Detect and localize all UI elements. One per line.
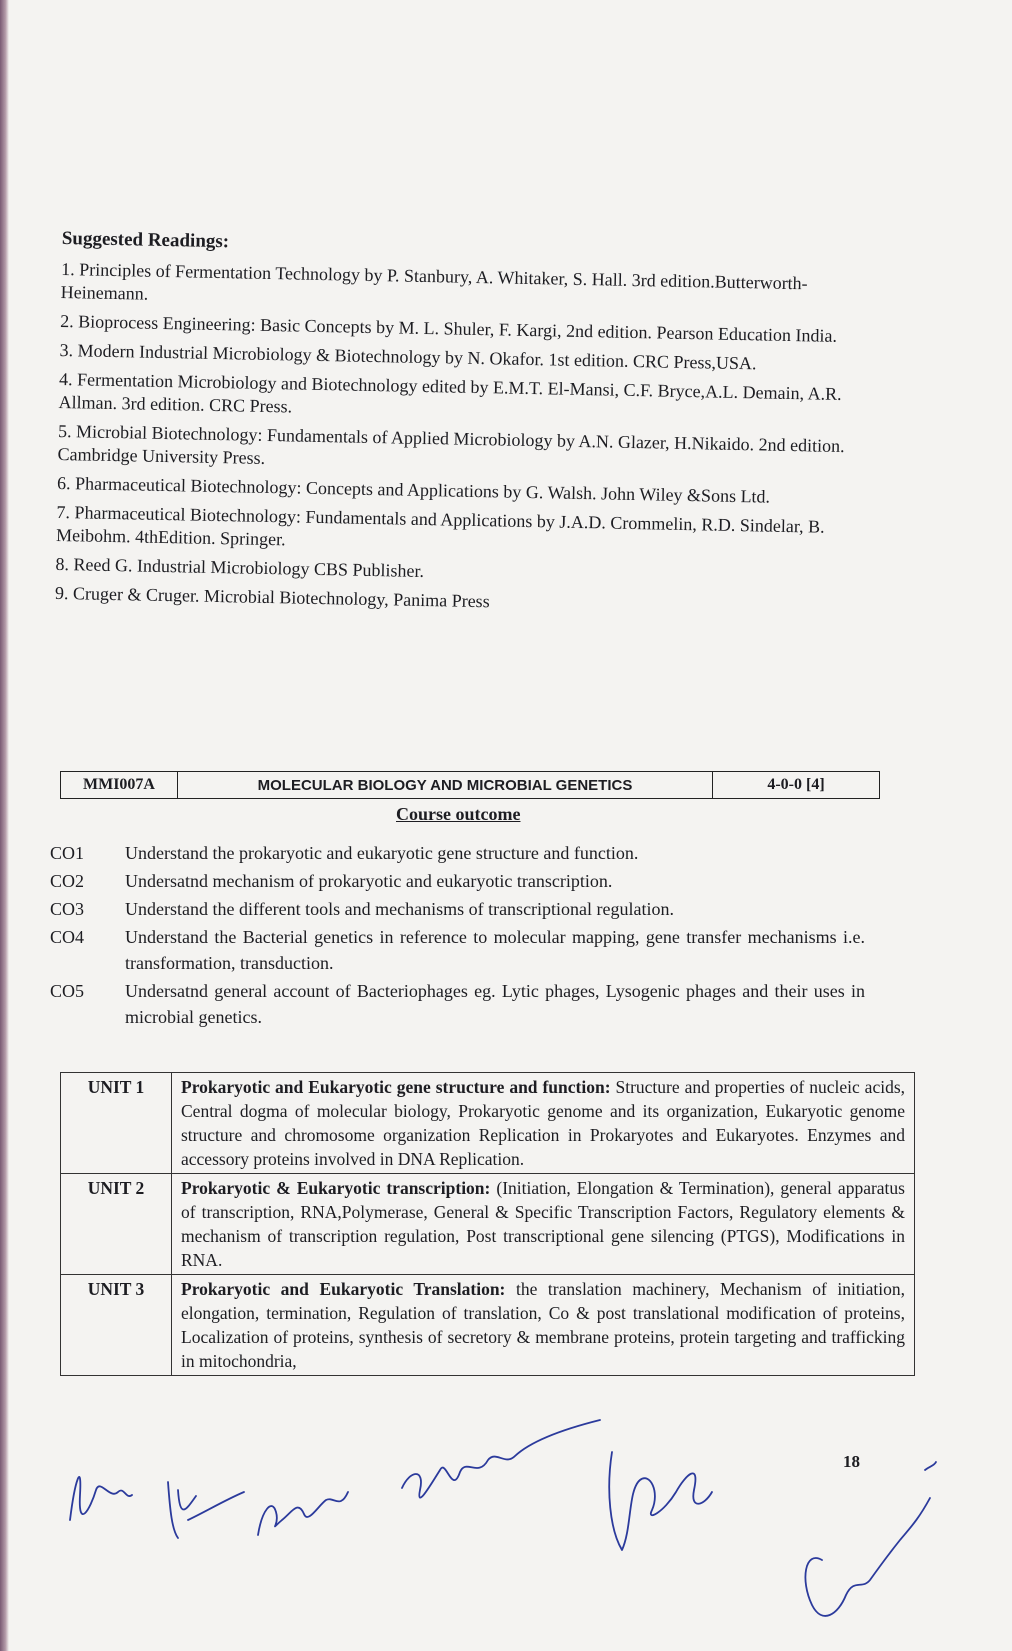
course-code: MMI007A [61,772,178,799]
co-code: CO4 [50,927,85,947]
reading-item-6: 6. Pharmaceutical Biotechnology: Concepts and Applications by G. Walsh. John Wiley &Sons Ltd. [56,472,771,507]
unit-label: UNIT 3 [61,1275,172,1376]
unit-row [61,1073,915,1174]
unit-label: UNIT 2 [61,1174,172,1275]
course-header-table [60,771,880,799]
course-outcome-item [50,924,865,976]
reading-item-9: 9. Cruger & Cruger. Microbial Biotechnology, Panima Press [54,582,490,612]
unit-heading: Prokaryotic & Eukaryotic transcription: [181,1178,491,1198]
co-code: CO5 [50,981,85,1001]
handwritten-signatures [0,1400,1012,1650]
co-code: CO2 [50,871,85,891]
units-table [60,1072,915,1376]
course-outcome-list [50,840,865,1032]
unit-body [172,1174,915,1275]
co-text: Understand the different tools and mechanisms of transcriptional regulation. [125,899,675,919]
unit-row [61,1275,915,1376]
co-text: Understand the prokaryotic and eukaryotic gene structure and function. [125,843,639,863]
reading-item-8: 8. Reed G. Industrial Microbiology CBS Publisher. [55,553,425,582]
course-outcome-item [50,978,865,1030]
unit-text: the translation machinery, Mechanism of initiation, elongation, termination, Regulation of translation, Co & post translational modification of proteins, Localization of proteins, synthesis of secretory & membrane proteins, protein targeting and trafficking in mitochondria, [181,1279,905,1371]
course-outcome-item [50,840,865,866]
course-title: MOLECULAR BIOLOGY AND MICROBIAL GENETICS [178,772,713,799]
course-header-row [61,772,880,799]
reading-item-1: 1. Principles of Fermentation Technology by P. Stanbury, A. Whitaker, S. Hall. 3rd edition.Butterworth-Heinemann. [60,258,808,304]
signature-2 [168,1482,244,1538]
unit-text: (Initiation, Elongation & Termination), general apparatus of transcription, RNA,Polymerase, General & Specific Transcription Factors, Regulatory elements & mechanism of transcription regulation, Post transcriptional gene silencing (PTGS), Modifications in RNA. [181,1178,905,1270]
reading-item-2: 2. Bioprocess Engineering: Basic Concepts by M. L. Shuler, F. Kargi, 2nd edition. Pearson Education India. [60,310,838,346]
co-code: CO3 [50,899,85,919]
suggested-readings-title: Suggested Readings: [61,228,230,253]
course-credits: 4-0-0 [4] [713,772,880,799]
reading-item-4: 4. Fermentation Microbiology and Biotechnology edited by E.M.T. El-Mansi, C.F. Bryce,A.L. Demain, A.R. Allman. 3rd edition. CRC Press. [58,368,842,417]
course-outcome-item [50,896,865,922]
course-outcome-heading: Course outcome [396,804,521,824]
unit-heading: Prokaryotic and Eukaryotic gene structure and function: [181,1077,611,1097]
reading-item-3: 3. Modern Industrial Microbiology & Biotechnology by N. Okafor. 1st edition. CRC Press,USA. [59,339,757,374]
page-number: 18 [843,1452,860,1471]
signature-6 [805,1462,936,1616]
unit-row [61,1174,915,1275]
signature-3 [258,1492,348,1535]
unit-heading: Prokaryotic and Eukaryotic Translation: [181,1279,506,1299]
co-code: CO1 [50,843,85,863]
unit-body [172,1275,915,1376]
signature-5 [609,1452,712,1550]
unit-label: UNIT 1 [61,1073,172,1174]
course-outcome-item [50,868,865,894]
co-text: Undersatnd mechanism of prokaryotic and eukaryotic transcription. [125,871,613,891]
reading-item-7: 7. Pharmaceutical Biotechnology: Fundamentals and Applications by J.A.D. Crommelin, R.D. Sindelar, B. Meibohm. 4thEdition. Springer. [55,501,825,550]
suggested-readings [55,228,862,626]
unit-text: Structure and properties of nucleic acids, Central dogma of molecular biology, Prokaryotic genome and its organization, Eukaryotic genome structure and chromosome organization Replication in Prokaryotes and Eukaryotes. Enzymes and accessory proteins involved in DNA Replication. [181,1077,906,1169]
signature-1 [70,1477,132,1520]
unit-body [172,1073,915,1174]
co-text: Undersatnd general account of Bacteriophages eg. Lytic phages, Lysogenic phages and their uses in microbial genetics. [125,981,865,1027]
signature-4 [402,1420,600,1498]
co-text: Understand the Bacterial genetics in reference to molecular mapping, gene transfer mechanisms i.e. transformation, transduction. [125,927,865,973]
reading-item-5: 5. Microbial Biotechnology: Fundamentals of Applied Microbiology by A.N. Glazer, H.Nikaido. 2nd edition. Cambridge University Press. [57,420,845,468]
